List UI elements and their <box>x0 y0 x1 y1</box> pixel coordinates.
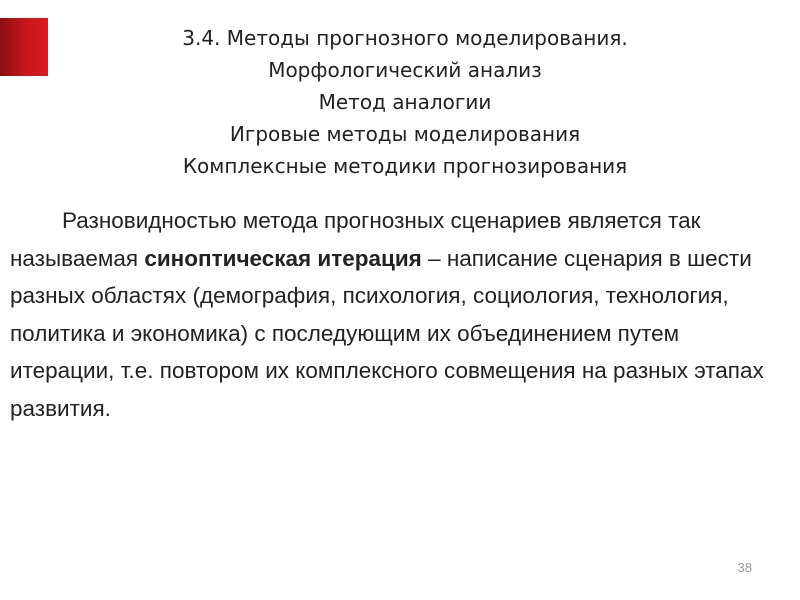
title-line-3: Метод аналогии <box>318 90 492 114</box>
accent-block <box>0 18 48 76</box>
body-paragraph <box>10 202 780 428</box>
title-line-1: 3.4. Методы прогнозного моделирования. <box>182 26 628 50</box>
body-bold-term: синоптическая итерация <box>144 245 422 271</box>
page-number: 38 <box>737 560 752 575</box>
title-line-4: Игровые методы моделирования <box>229 122 581 146</box>
title-line-5: Комплексные методики прогнозирования <box>182 154 628 178</box>
body-text-before: Разновидностью метода прогнозных сценариев является так называемая <box>10 208 701 271</box>
title-line-2: Морфологический анализ <box>268 58 542 82</box>
slide-title <box>60 22 750 182</box>
body-text-after: – написание сценария в шести разных областях (демография, психология, социология, технология, политика и экономика) с последующим их объединением путем итерации, т.е. повтором их комплексного совмещения на разных этапах развития. <box>10 245 764 421</box>
